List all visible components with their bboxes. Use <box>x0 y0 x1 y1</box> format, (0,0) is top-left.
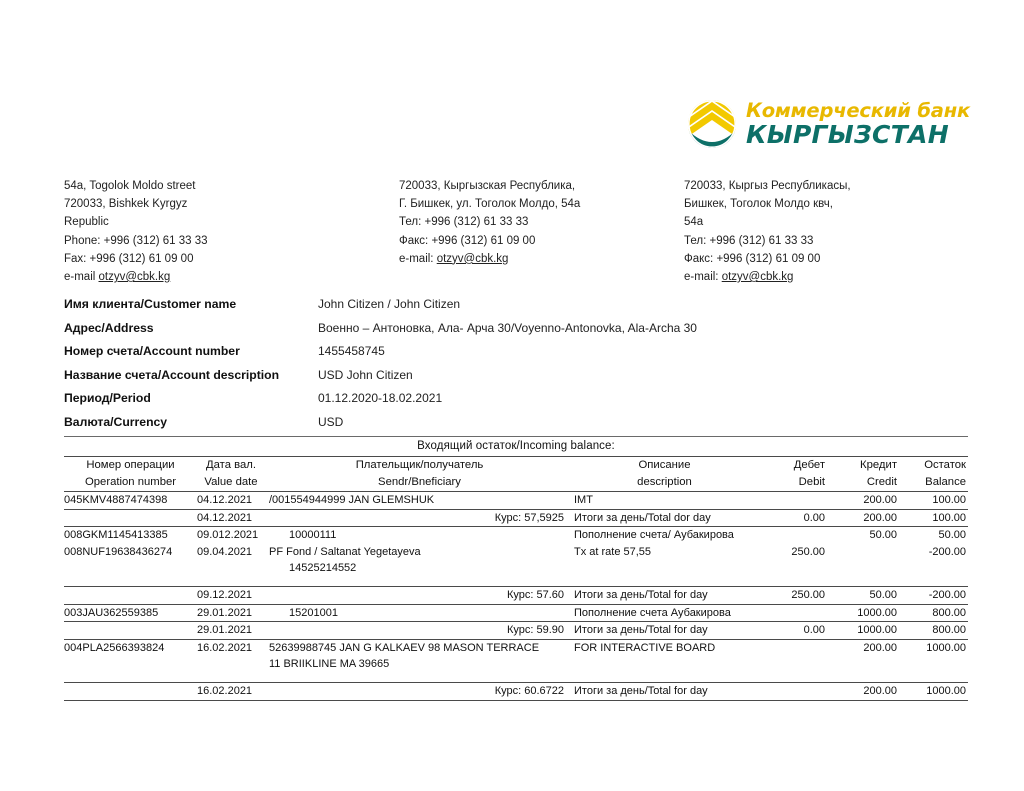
currency-value: USD <box>318 414 344 429</box>
cell-operation-number <box>64 560 197 577</box>
cell-debit <box>755 527 827 544</box>
address-line: 54a, Togolok Moldo street <box>64 180 196 192</box>
table-row <box>64 640 968 657</box>
address-line: Тел: +996 (312) 61 33 33 <box>399 216 529 229</box>
address-line: 720033, Кыргызская Республика, <box>399 180 576 192</box>
cell-description: Итоги за день/Total for day <box>574 624 708 637</box>
cell-balance: 800.00 <box>932 624 966 637</box>
customer-info-row <box>64 344 724 368</box>
incoming-balance-label: Входящий остаток/Incoming balance: <box>417 440 615 452</box>
cell-debit <box>755 683 827 700</box>
cell-debit <box>755 605 827 622</box>
cell-description: Пополнение счета/ Аубакирова <box>574 529 734 542</box>
cell-description: IMT <box>574 494 593 506</box>
col-header-sender-ru: Плательщик/получатель <box>355 459 484 471</box>
cell-balance <box>899 560 968 577</box>
cell-credit: 200.00 <box>863 684 897 697</box>
col-header-credit-ru: Кредит <box>860 459 897 471</box>
customer-info-row <box>64 391 724 415</box>
cell-credit <box>827 544 899 561</box>
table-row-daily-total <box>64 683 968 700</box>
customer-address-value: Военно – Антоновка, Ала- Арча 30/Voyenno-Antonovka, Ala-Archa 30 <box>318 320 697 335</box>
cell-description: Итоги за день/Total for day <box>574 588 708 601</box>
cell-exchange-rate: Курс: 57,5925 <box>494 511 564 524</box>
address-block-english <box>64 177 208 286</box>
cell-operation-number: 008NUF19638436274 <box>64 545 173 558</box>
cell-credit <box>827 656 899 673</box>
col-header-balance-ru: Остаток <box>924 459 966 471</box>
customer-info-row <box>64 321 724 345</box>
cell-debit <box>755 640 827 657</box>
table-row-daily-total <box>64 587 968 604</box>
col-header-date-en: Value date <box>204 476 258 488</box>
address-block-russian <box>399 177 580 268</box>
cell-credit: 50.00 <box>869 588 897 601</box>
bank-logo-line1: Коммерческий банк <box>746 98 971 122</box>
cell-balance <box>899 656 968 673</box>
col-header-credit-en: Credit <box>866 476 897 488</box>
col-header-debit-ru: Дебет <box>793 459 825 471</box>
cell-sender-beneficiary: 14525214552 <box>289 562 357 575</box>
cell-exchange-rate: Курс: 60.6722 <box>494 684 564 697</box>
cell-description: FOR INTERACTIVE BOARD <box>574 641 716 654</box>
col-header-description-ru: Описание <box>638 459 691 471</box>
cbk-circular-emblem-icon <box>686 98 738 150</box>
address-email-line <box>399 250 580 268</box>
cell-balance: -200.00 <box>928 545 966 558</box>
email-link[interactable]: otzyv@cbk.kg <box>721 271 794 284</box>
cell-sender-beneficiary: /001554944999 JAN GLEMSHUK <box>269 494 435 506</box>
address-line: 720033, Кыргыз Республикасы, <box>684 180 851 192</box>
email-label: e-mail: <box>399 252 437 265</box>
bank-logo-line2: КЫРГЫЗСТАН <box>746 120 949 150</box>
table-row <box>64 605 968 622</box>
table-header-row-en <box>64 474 968 492</box>
bank-logo <box>686 98 970 150</box>
cell-debit: 0.00 <box>803 511 825 524</box>
address-line: Факс: +996 (312) 61 09 00 <box>399 234 536 247</box>
cell-debit: 250.00 <box>791 588 825 601</box>
cell-credit: 200.00 <box>863 494 897 506</box>
col-header-description-en: description <box>637 476 692 488</box>
cell-balance: 100.00 <box>932 494 966 506</box>
cell-debit: 0.00 <box>803 624 825 637</box>
cell-balance: 1000.00 <box>926 641 966 654</box>
email-label: e-mail: <box>684 271 722 284</box>
cell-operation-number <box>64 587 197 604</box>
cell-balance: 800.00 <box>932 606 966 619</box>
cell-description: Итоги за день/Total for day <box>574 684 708 697</box>
cell-value-date: 04.12.2021 <box>197 494 253 506</box>
cell-sender-beneficiary: 11 BRIIKLINE MA 39665 <box>269 658 390 671</box>
cell-sender-beneficiary: 52639988745 JAN G KALKAEV 98 MASON TERRACE <box>269 641 540 654</box>
cell-description: Пополнение счета Аубакирова <box>574 606 731 619</box>
table-row-daily-total <box>64 510 968 527</box>
address-line: 54а <box>684 216 704 229</box>
cell-debit <box>755 560 827 577</box>
cell-credit <box>827 560 899 577</box>
email-label: e-mail <box>64 271 99 284</box>
period-value: 01.12.2020-18.02.2021 <box>318 391 443 405</box>
account-number-label: Номер счета/Account number <box>64 344 240 358</box>
col-header-balance-en: Balance <box>925 476 966 488</box>
cell-value-date: 16.02.2021 <box>197 684 253 697</box>
col-header-debit-en: Debit <box>798 476 825 488</box>
cell-operation-number: 045KMV4887474398 <box>64 494 168 506</box>
cell-balance: -200.00 <box>928 588 966 601</box>
table-row-spacer <box>64 577 968 587</box>
transactions-table <box>64 457 968 701</box>
cell-debit <box>755 492 827 509</box>
statement-table-block <box>64 436 968 701</box>
address-line: Fax: +996 (312) 61 09 00 <box>64 252 194 265</box>
email-link[interactable]: otzyv@cbk.kg <box>436 252 509 265</box>
address-block-kyrgyz <box>684 177 851 286</box>
table-row <box>64 544 968 561</box>
address-line: 720033, Bishkek Kyrgyz <box>64 198 188 211</box>
cell-value-date: 16.02.2021 <box>197 641 253 654</box>
currency-label: Валюта/Currency <box>64 414 168 429</box>
cell-credit: 50.00 <box>869 529 897 542</box>
period-label: Период/Period <box>64 391 151 405</box>
cell-credit: 200.00 <box>863 641 897 654</box>
cell-balance: 50.00 <box>938 529 966 542</box>
cell-exchange-rate: Курс: 57.60 <box>506 588 564 601</box>
cell-credit: 1000.00 <box>857 624 897 637</box>
cell-description <box>570 656 755 673</box>
cell-description: Итоги за день/Total dor day <box>574 511 711 524</box>
customer-info-row <box>64 415 724 439</box>
customer-name-value: John Citizen / John Citizen <box>318 297 461 311</box>
table-row <box>64 492 968 509</box>
cell-operation-number <box>64 656 197 673</box>
address-line: Republic <box>64 216 109 229</box>
col-header-sender-en: Sendr/Bneficiary <box>378 476 461 488</box>
table-body <box>64 492 968 701</box>
address-line: Г. Бишкек, ул. Тоголок Молдо, 54а <box>399 198 581 211</box>
cell-description <box>570 560 755 577</box>
cell-exchange-rate: Курс: 59.90 <box>506 624 564 637</box>
table-row-spacer <box>64 673 968 683</box>
cell-debit: 250.00 <box>791 545 825 558</box>
cell-value-date: 09.012.2021 <box>197 529 259 542</box>
table-header <box>64 457 968 492</box>
col-header-operation-ru: Номер операции <box>86 459 175 471</box>
col-header-operation-en: Operation number <box>84 476 177 488</box>
cell-sender-beneficiary: PF Fond / Saltanat Yegetayeva <box>269 545 421 558</box>
table-row <box>64 527 968 544</box>
address-email-line <box>684 268 851 286</box>
customer-name-label: Имя клиента/Customer name <box>64 297 237 311</box>
account-number-value: 1455458745 <box>318 344 385 358</box>
cell-credit: 1000.00 <box>857 606 897 619</box>
cell-description: Tx at rate 57,55 <box>574 545 652 558</box>
cell-debit <box>755 656 827 673</box>
account-description-value: USD John Citizen <box>318 367 413 382</box>
table-row-rule <box>64 700 968 701</box>
address-email-line <box>64 268 208 286</box>
bank-logo-wordmark <box>746 98 971 150</box>
address-line: Бишкек, Тоголок Молдо квч, <box>684 198 833 211</box>
cell-sender-beneficiary: 10000111 <box>289 529 337 542</box>
address-line: Факс: +996 (312) 61 09 00 <box>684 252 821 265</box>
col-header-date-ru: Дата вал. <box>205 459 257 471</box>
cell-value-date: 29.01.2021 <box>197 624 253 637</box>
cell-value-date: 09.12.2021 <box>197 588 253 601</box>
cell-value-date: 29.01.2021 <box>197 606 253 619</box>
cell-operation-number <box>64 622 197 639</box>
cell-operation-number <box>64 683 197 700</box>
cell-operation-number <box>64 510 197 527</box>
customer-info-block <box>64 297 724 438</box>
cell-operation-number: 003JAU362559385 <box>64 606 159 619</box>
account-description-label: Название счета/Account description <box>64 367 280 382</box>
customer-info-row <box>64 297 724 321</box>
cell-sender-beneficiary: 15201001 <box>289 606 338 619</box>
customer-address-label: Адрес/Address <box>64 320 154 335</box>
table-row <box>64 656 968 673</box>
table-row-daily-total <box>64 622 968 639</box>
cell-operation-number: 008GKM1145413385 <box>64 529 168 542</box>
cell-operation-number: 004PLA2566393824 <box>64 641 165 654</box>
table-row <box>64 560 968 577</box>
customer-info-row <box>64 368 724 392</box>
cell-value-date: 04.12.2021 <box>197 511 253 524</box>
cell-value-date <box>197 656 265 673</box>
address-line: Тел: +996 (312) 61 33 33 <box>684 234 814 247</box>
table-header-row-ru <box>64 457 968 474</box>
cell-value-date <box>197 560 265 577</box>
address-line: Phone: +996 (312) 61 33 33 <box>64 234 208 247</box>
cell-value-date: 09.04.2021 <box>197 545 253 558</box>
cell-balance: 1000.00 <box>926 684 966 697</box>
cell-credit: 200.00 <box>863 511 897 524</box>
cell-balance: 100.00 <box>932 511 966 524</box>
email-link[interactable]: otzyv@cbk.kg <box>98 271 171 284</box>
